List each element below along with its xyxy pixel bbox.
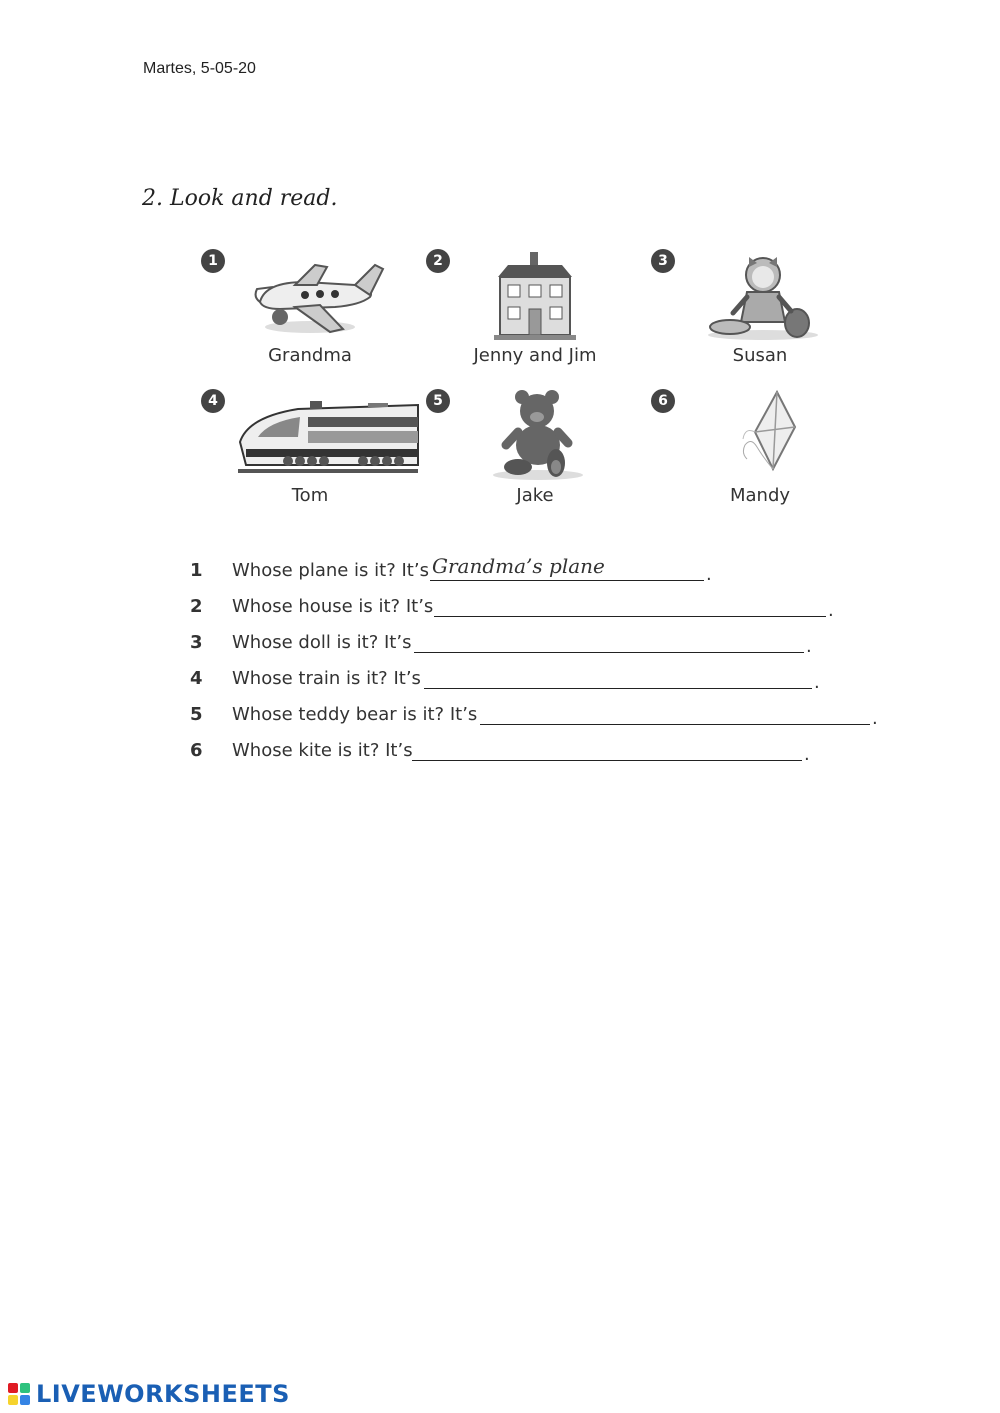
brand-name: LIVEWORKSHEETS — [36, 1380, 290, 1408]
liveworksheets-logo-icon — [8, 1383, 30, 1405]
owner-label: Susan — [732, 345, 788, 366]
item-number: 6 — [651, 389, 675, 413]
question-text: Whose teddy bear is it? It’s — [232, 704, 478, 725]
item-6 — [645, 385, 865, 520]
question-number: 3 — [190, 632, 203, 653]
answer-line[interactable] — [414, 652, 804, 653]
train-icon — [237, 387, 419, 482]
exercise-instruction: 2. Look and read. — [142, 186, 338, 211]
plane-icon — [235, 247, 385, 342]
item-number: 4 — [201, 389, 225, 413]
item-number: 1 — [201, 249, 225, 273]
item-number: 2 — [426, 249, 450, 273]
doll-icon — [685, 247, 835, 342]
question-number: 1 — [190, 560, 203, 581]
owner-label: Tom — [291, 485, 329, 506]
owner-label: Jenny and Jim — [473, 345, 597, 366]
item-2 — [420, 245, 640, 380]
item-4 — [195, 385, 415, 520]
owner-label: Mandy — [729, 485, 791, 506]
question-text: Whose doll is it? It’s — [232, 632, 412, 653]
date-label: Martes, 5-05-20 — [143, 60, 256, 77]
item-number: 3 — [651, 249, 675, 273]
answer-line[interactable] — [424, 688, 812, 689]
question-text: Whose kite is it? It’s — [232, 740, 413, 761]
item-3 — [645, 245, 865, 380]
question-number: 2 — [190, 596, 203, 617]
kite-icon — [685, 387, 835, 482]
question-number: 5 — [190, 704, 203, 725]
item-1 — [195, 245, 415, 380]
liveworksheets-footer[interactable] — [8, 1380, 290, 1408]
question-text: Whose plane is it? It’s — [232, 560, 429, 581]
item-5 — [420, 385, 640, 520]
item-number: 5 — [426, 389, 450, 413]
question-number: 6 — [190, 740, 203, 761]
answer-line[interactable] — [412, 760, 802, 761]
answer-line[interactable] — [430, 580, 704, 581]
answer-text: Grandma’s plane — [432, 554, 605, 578]
teddy-bear-icon — [460, 387, 610, 482]
picture-grid — [195, 245, 855, 525]
answer-line[interactable] — [480, 724, 870, 725]
owner-label: Grandma — [268, 345, 352, 366]
question-text: Whose train is it? It’s — [232, 668, 421, 689]
question-text: Whose house is it? It’s — [232, 596, 434, 617]
answer-line[interactable] — [434, 616, 826, 617]
owner-label: Jake — [516, 485, 554, 506]
question-number: 4 — [190, 668, 203, 689]
house-icon — [460, 247, 610, 342]
